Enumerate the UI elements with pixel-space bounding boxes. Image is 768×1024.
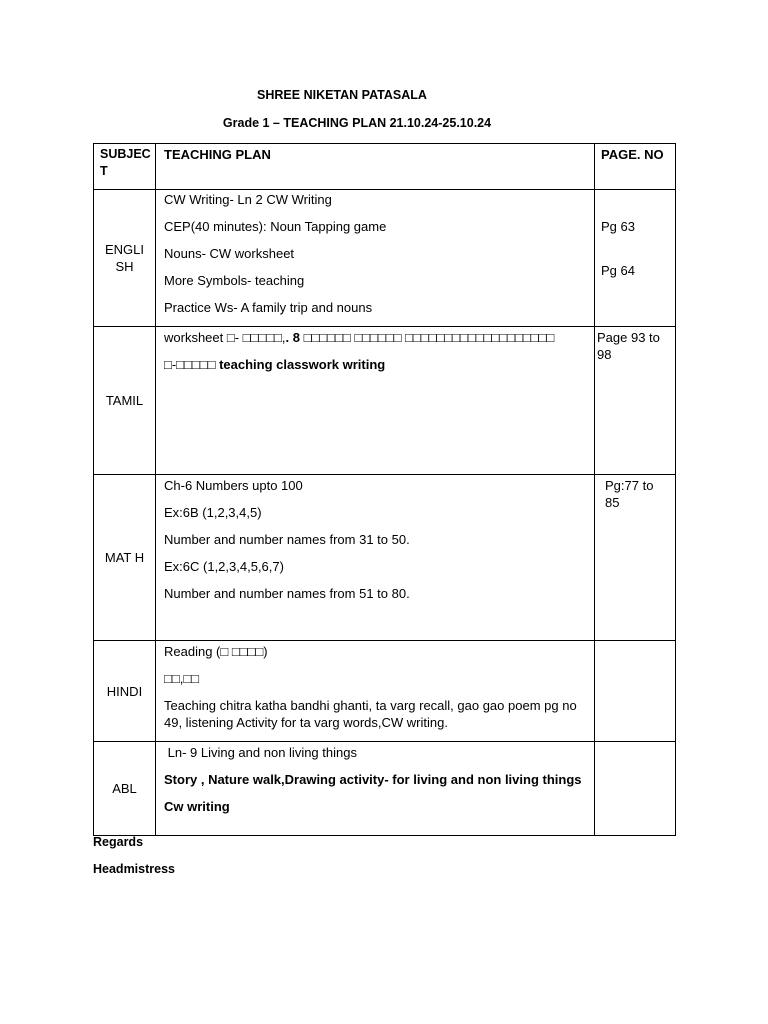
tamil-subject: TAMIL [94, 327, 156, 475]
math-page [595, 475, 676, 641]
math-line: Number and number names from 51 to 80. [164, 586, 410, 601]
math-plan [156, 475, 595, 641]
english-page [595, 190, 676, 327]
english-plan [156, 190, 595, 327]
english-subject: ENGLI SH [94, 190, 156, 327]
tamil-line-1 [164, 327, 586, 354]
header-subject: SUBJEC T [94, 144, 156, 190]
tamil-line-2-text: □-□□□□□ [164, 357, 216, 372]
math-row [94, 475, 676, 641]
header-row [94, 144, 676, 190]
math-line: Ch-6 Numbers upto 100 [164, 478, 303, 493]
english-page-2: Pg 64 [601, 263, 635, 278]
math-subject: MAT H [94, 475, 156, 641]
abl-line: Cw writing [164, 799, 230, 814]
english-line: CEP(40 minutes): Noun Tapping game [164, 219, 387, 234]
english-line: Practice Ws- A family trip and nouns [164, 300, 373, 315]
english-line: CW Writing- Ln 2 CW Writing [164, 192, 332, 207]
tamil-page-text: Page 93 to 98 [597, 330, 660, 362]
math-line: Number and number names from 31 to 50. [164, 532, 410, 547]
hindi-line: Teaching chitra katha bandhi ghanti, ta varg recall, gao gao poem pg no 49, listening Activity for ta varg words,CW writing. [164, 698, 577, 730]
plan-title: Grade 1 – TEACHING PLAN 21.10.24-25.10.24 [222, 116, 492, 130]
regards: Regards [93, 835, 144, 849]
teaching-plan-table [93, 143, 676, 836]
english-row [94, 190, 676, 327]
abl-row [94, 742, 676, 836]
hindi-line: Reading (□ □□□□) [164, 644, 268, 659]
math-page-text: Pg:77 to 85 [605, 478, 654, 510]
abl-line: Story , Nature walk,Drawing activity- for living and non living things [164, 772, 582, 787]
hindi-plan [156, 641, 595, 742]
tamil-line-1-text: worksheet □- □□□□□, [164, 330, 286, 345]
headmistress: Headmistress [93, 862, 175, 876]
tamil-line-2 [164, 354, 586, 381]
english-line: More Symbols- teaching [164, 273, 305, 288]
hindi-row [94, 641, 676, 742]
tamil-page [595, 327, 676, 475]
tamil-line-2-bold: teaching classwork writing [215, 357, 386, 372]
hindi-page [595, 641, 676, 742]
tamil-plan [156, 327, 595, 475]
school-name: SHREE NIKETAN PATASALA [257, 88, 427, 102]
math-line: Ex:6C (1,2,3,4,5,6,7) [164, 559, 284, 574]
tamil-line-1-bold: . 8 □□□□□□ □□□□□□ □□□□□□□□□□□□□□□□□□□ [285, 330, 555, 345]
abl-line: Ln- 9 Living and non living things [164, 745, 357, 760]
abl-page [595, 742, 676, 836]
abl-subject: ABL [94, 742, 156, 836]
english-line: Nouns- CW worksheet [164, 246, 295, 261]
tamil-row [94, 327, 676, 475]
english-page-1: Pg 63 [601, 219, 635, 234]
hindi-subject: HINDI [94, 641, 156, 742]
hindi-line: □□,□□ [164, 671, 200, 686]
math-line: Ex:6B (1,2,3,4,5) [164, 505, 262, 520]
header-page-no: PAGE. NO [595, 144, 676, 190]
header-teaching-plan: TEACHING PLAN [156, 144, 595, 190]
abl-plan [156, 742, 595, 836]
